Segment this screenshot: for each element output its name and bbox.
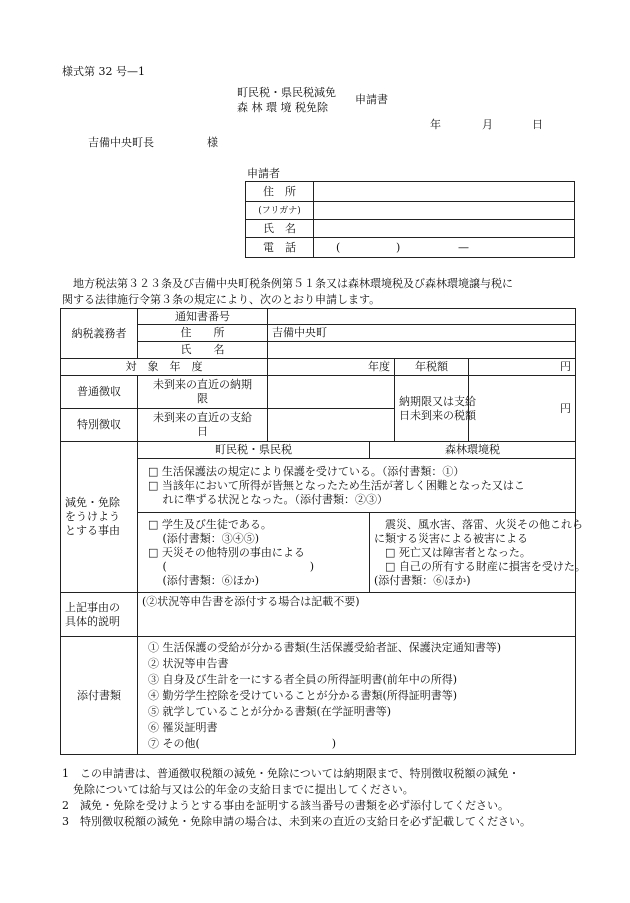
intro-line: 地方税法第３２３条及び吉備中央町税条例第５１条又は森林環境税及び森林環境譲与税に: [62, 277, 513, 290]
addressee-honorific: 様: [207, 136, 218, 149]
special-sub-label: [138, 409, 268, 442]
reasons-col-municipal: 町民税・県民税: [138, 442, 370, 459]
attachment-item: ⑥ 罹災証明書: [148, 720, 218, 734]
name-label: 氏 名: [246, 220, 314, 238]
furigana-label: (フリガナ): [246, 202, 314, 220]
special-payday-field[interactable]: [268, 409, 395, 442]
reasons-right-items: [370, 513, 586, 593]
unpaid-tax-label: [395, 376, 476, 442]
date-day-label: 日: [532, 118, 543, 131]
attachment-item: ① 生活保護の受給が分かる書類(生活保護受給者証、保護決定通知書等): [148, 640, 502, 654]
unpaid-tax-yen: 円: [469, 376, 576, 442]
nendo-label: 年度: [268, 359, 395, 376]
attachment-item[interactable]: ⑦ その他( ): [148, 736, 337, 750]
unpaid-tax-line: 日未到来の税額: [399, 408, 476, 422]
special-collection-label: 特別徴収: [61, 409, 138, 442]
reasons-common-items: [138, 459, 576, 513]
attachment-item: ④ 勤労学生控除を受けていることが分かる書類(所得証明書等): [148, 688, 458, 702]
date-year-label: 年: [430, 118, 441, 131]
intro-text: [62, 276, 513, 308]
regular-sub-line: 限: [197, 392, 208, 405]
taxpayer-address-label: 住 所: [138, 325, 268, 342]
applicant-table: [245, 181, 575, 258]
footnote-line: 2 減免・免除を受けようとする事由を証明する該当番号の書類を必ず添付してください。: [62, 799, 509, 812]
reason-item[interactable]: □ 当該年において所得が皆無となったため生活が著しく困難となった又はこ: [148, 478, 525, 492]
applicant-heading: 申請者: [247, 167, 280, 180]
address-label: 住 所: [246, 182, 314, 202]
reason-right-line[interactable]: □ 自己の所有する財産に損害を受けた。: [374, 559, 586, 573]
regular-collection-label: 普通徴収: [61, 376, 138, 409]
attachment-item: ③ 自身及び生計を一にする者全員の所得証明書(前年中の所得): [148, 672, 458, 686]
target-year-label: 対 象 年 度: [61, 359, 268, 376]
regular-sub-label: [138, 376, 268, 409]
reasons-label-line: をうけよう: [65, 510, 120, 523]
phone-open: (: [336, 241, 341, 254]
footnote-line: 3 特別徴収税額の減免・免除申請の場合は、未到来の直近の支給日を必ず記載してください。: [62, 815, 531, 828]
taxpayer-label: 納税義務者: [61, 309, 138, 359]
reason-left-line[interactable]: □ 学生及び生徒である。: [148, 517, 272, 531]
reason-right-line: (添付書類：⑥ほか): [374, 573, 471, 587]
title-line-1: 町民税・県民税減免: [237, 86, 336, 99]
reason-right-line: に類する災害による被害による: [374, 531, 528, 545]
special-sub-line: 日: [197, 425, 208, 438]
reasons-left-items: [138, 513, 370, 593]
tax-amount-yen: 円: [469, 359, 576, 376]
name-field[interactable]: [314, 220, 575, 238]
explanation-label-line: 具体的説明: [65, 614, 120, 628]
explanation-field[interactable]: [138, 593, 576, 637]
phone-close: ): [396, 241, 401, 254]
explanation-note: (②状況等申告書を添付する場合は記載不要): [142, 595, 360, 608]
reason-item: れに準ずる状況となった。（添付書類：②③）: [148, 492, 388, 506]
reasons-col-forest: 森林環境税: [370, 442, 576, 459]
addressee-name: 吉備中央町長: [88, 136, 154, 149]
tax-amount-label: 年税額: [395, 359, 469, 376]
footnote-line: 免除については給与又は公的年金の支給日までに提出してください。: [62, 783, 414, 796]
regular-deadline-field[interactable]: [268, 376, 395, 409]
reasons-label-line: 減免・免除: [65, 496, 120, 509]
intro-line: 関する法律施行令第３条の規定により、次のとおり申請します。: [62, 293, 381, 306]
attachments-label: 添付書類: [61, 637, 138, 755]
notice-number-field[interactable]: [268, 309, 576, 325]
explanation-label-line: 上記事由の: [65, 600, 120, 614]
reason-right-line: 震災、風水害、落雷、火災その他これら: [374, 517, 583, 531]
title-line-2: 森 林 環 境 税免除: [237, 101, 328, 114]
title-suffix: 申請書: [355, 93, 388, 106]
reason-left-line[interactable]: □ 天災その他特別の事由による: [148, 545, 305, 559]
main-table: [60, 308, 586, 755]
address-field[interactable]: [314, 182, 575, 202]
explanation-label: [61, 593, 138, 637]
form-number: 様式第 32 号—1: [62, 65, 145, 78]
attachment-item: ⑤ 就学していることが分かる書類(在学証明書等): [148, 704, 392, 718]
reason-item[interactable]: □ 生活保護法の規定により保護を受けている。（添付書類：①）: [148, 464, 465, 478]
reason-left-line[interactable]: ( ): [148, 559, 315, 573]
reason-left-line: (添付書類：⑥ほか): [148, 573, 260, 587]
special-sub-line: 未到来の直近の支給: [153, 411, 252, 424]
footnote-line: 1 この申請書は、普通徴収税額の減免・免除については納期限まで、特別徴収税額の減免・: [62, 767, 520, 780]
furigana-field[interactable]: [314, 202, 575, 220]
date-month-label: 月: [482, 118, 493, 131]
attachment-item: ② 状況等申告書: [148, 656, 229, 670]
reasons-label-line: とする事由: [65, 524, 120, 537]
phone-label: 電 話: [246, 238, 314, 258]
reason-right-line[interactable]: □ 死亡又は障害者となった。: [374, 545, 531, 559]
footnotes: [62, 766, 531, 830]
reasons-label: [61, 442, 138, 593]
taxpayer-name-field[interactable]: [268, 342, 576, 359]
phone-dash: —: [458, 241, 469, 254]
taxpayer-address-value: 吉備中央町: [268, 325, 576, 342]
reason-left-line: (添付書類：③④⑤): [148, 531, 260, 545]
attachments-list: [138, 637, 576, 755]
taxpayer-name-label: 氏 名: [138, 342, 268, 359]
notice-number-label: 通知書番号: [138, 309, 268, 325]
phone-field[interactable]: [314, 238, 575, 258]
unpaid-tax-line: 納期限又は支給: [399, 394, 476, 408]
regular-sub-line: 未到来の直近の納期: [153, 378, 252, 391]
